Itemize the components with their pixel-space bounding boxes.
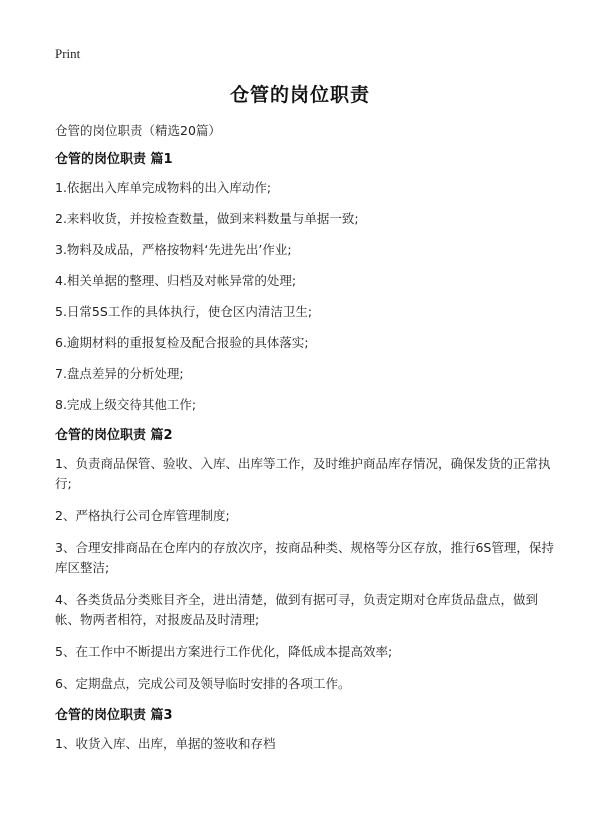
document-subtitle: 仓管的岗位职责（精选20篇） — [55, 123, 221, 138]
list-item: 1、负责商品保管、验收、入库、出库等工作，及时维护商品库存情况，确保发货的正常执行; — [55, 456, 551, 491]
section-2 — [55, 426, 555, 694]
section-1 — [55, 150, 555, 415]
list-item: 2、严格执行公司仓库管理制度; — [55, 508, 230, 523]
list-item: 2.来料收货，并按检查数量，做到来料数量与单据一致; — [55, 211, 359, 226]
list-item: 3.物料及成品，严格按物料‘先进先出’作业; — [55, 242, 292, 257]
section-heading: 仓管的岗位职责 篇3 — [55, 708, 173, 723]
list-item: 8.完成上级交待其他工作; — [55, 397, 197, 412]
list-item: 5.日常5S工作的具体执行，使仓区内清洁卫生; — [55, 304, 313, 319]
section-heading: 仓管的岗位职责 篇1 — [55, 152, 173, 167]
list-item: 3、合理安排商品在仓库内的存放次序，按商品种类、规格等分区存放，推行6S管理，保持库区整洁; — [55, 540, 554, 575]
section-3 — [55, 706, 555, 754]
list-item: 1、收货入库、出库，单据的签收和存档 — [55, 736, 276, 751]
list-item: 1.依据出入库单完成物料的出入库动作; — [55, 180, 272, 195]
list-item: 5、在工作中不断提出方案进行工作优化，降低成本提高效率; — [55, 644, 393, 659]
page-title: 仓管的岗位职责 — [229, 84, 370, 106]
list-item: 4.相关单据的整理、归档及对帐异常的处理; — [55, 273, 297, 288]
section-heading: 仓管的岗位职责 篇2 — [55, 428, 173, 443]
list-item: 4、各类货品分类账目齐全，进出清楚，做到有据可寻，负责定期对仓库货品盘点，做到帐、物两者相符，对报废品及时清理; — [55, 592, 538, 627]
list-item: 7.盘点差异的分析处理; — [55, 366, 184, 381]
print-link[interactable]: Print — [55, 46, 81, 61]
document-body — [55, 150, 555, 754]
list-item: 6、定期盘点，完成公司及领导临时安排的各项工作。 — [55, 676, 351, 691]
list-item: 6.逾期材料的重报复检及配合报验的具体落实; — [55, 335, 309, 350]
